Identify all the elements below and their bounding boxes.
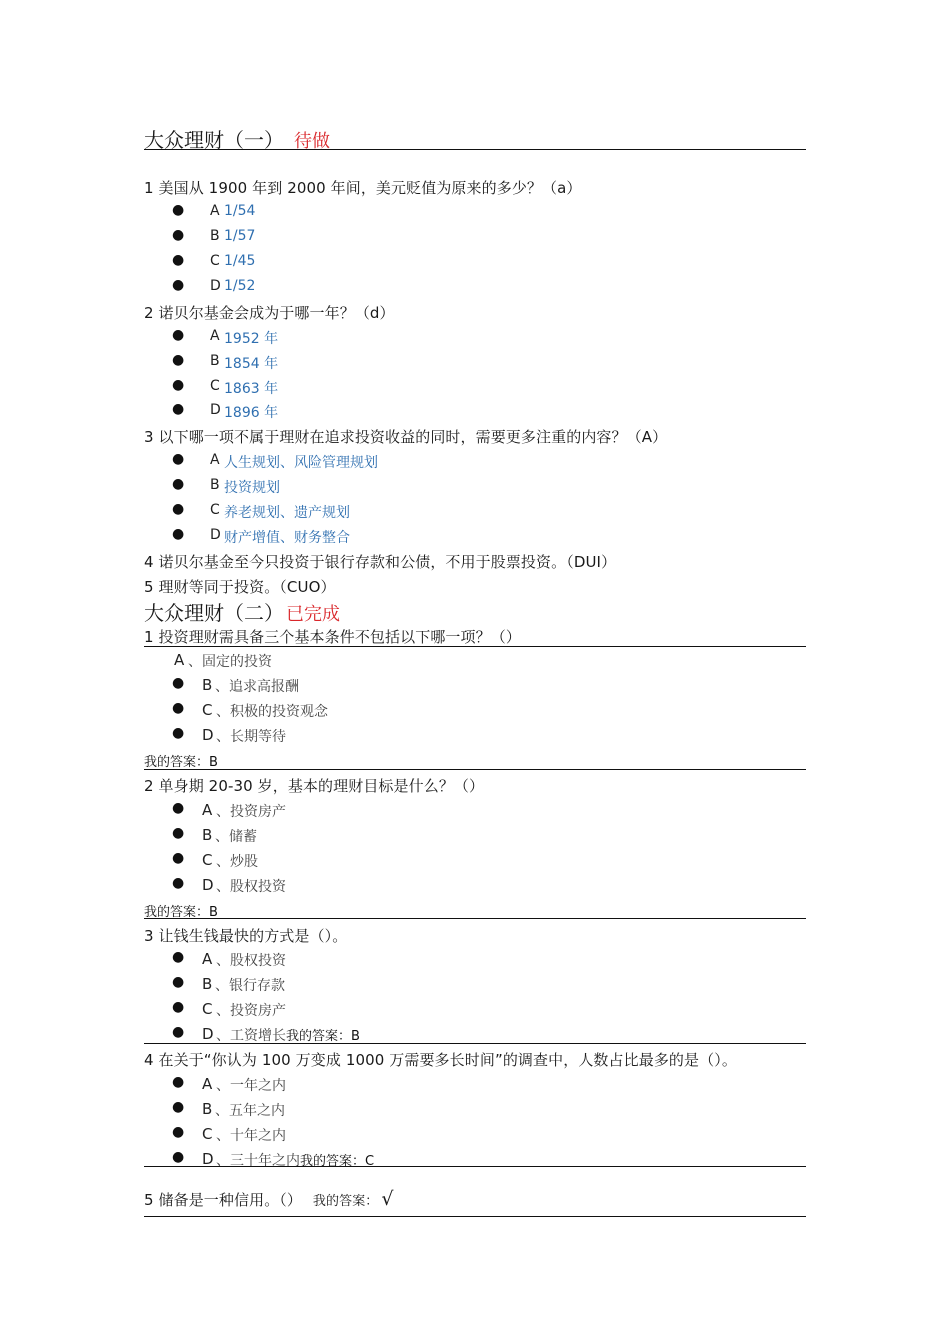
- option-link[interactable]: 1854 年: [224, 356, 279, 372]
- bullet-icon: ●: [172, 227, 185, 243]
- bullet-icon: ●: [172, 875, 185, 891]
- bullet-icon: ●: [172, 352, 185, 368]
- option-text: 、一年之内: [216, 1078, 286, 1094]
- option-link[interactable]: 投资规划: [224, 480, 280, 496]
- option-text: 、银行存款: [215, 978, 285, 994]
- question-row: [144, 1188, 394, 1210]
- option-text: 、股权投资: [216, 879, 286, 895]
- bullet-icon: ●: [172, 202, 185, 218]
- bullet-icon: ●: [172, 1099, 185, 1115]
- bullet-icon: ●: [172, 800, 185, 816]
- bullet-icon: ●: [172, 1124, 185, 1140]
- status-label-done: 已完成: [286, 604, 340, 625]
- my-answer: 我的答案：B: [286, 1029, 360, 1044]
- divider: [144, 646, 806, 647]
- bullet-icon: ●: [172, 277, 185, 293]
- option-link[interactable]: 财产增值、财务整合: [224, 530, 350, 546]
- bullet-icon: ●: [172, 700, 185, 716]
- bullet-icon: ●: [172, 476, 185, 492]
- question-text: 4 在关于“你认为 100 万变成 1000 万需要多长时间”的调查中，人数占比最多的是（）。: [144, 1051, 737, 1069]
- my-answer: 我的答案：: [312, 1194, 379, 1209]
- option-text: 、十年之内: [216, 1128, 286, 1144]
- bullet-icon: ●: [172, 1074, 185, 1090]
- question-text: 5 储备是一种信用。（）: [144, 1191, 303, 1209]
- option-link[interactable]: 养老规划、遗产规划: [224, 505, 350, 521]
- my-answer: 我的答案：B: [144, 905, 218, 920]
- option-link[interactable]: 1/45: [224, 253, 256, 269]
- option-link[interactable]: 1896 年: [224, 405, 279, 421]
- option-text: 、五年之内: [215, 1103, 285, 1119]
- option-link[interactable]: 1952 年: [224, 331, 279, 347]
- question-text: 1 投资理财需具备三个基本条件不包括以下哪一项？（）: [144, 628, 521, 646]
- question-text: 2 单身期 20-30 岁，基本的理财目标是什么？（）: [144, 777, 485, 795]
- question-text: 3 让钱生钱最快的方式是（）。: [144, 927, 348, 945]
- bullet-icon: ●: [172, 974, 185, 990]
- option-link[interactable]: 1863 年: [224, 381, 279, 397]
- my-answer: 我的答案：B: [144, 755, 218, 770]
- option-text: 、三十年之内我的答案：C: [216, 1153, 375, 1169]
- option-text: 、固定的投资: [188, 654, 272, 670]
- divider: [144, 769, 806, 770]
- divider: [144, 918, 806, 919]
- bullet-icon: ●: [172, 675, 185, 691]
- option-text: 、追求高报酬: [215, 679, 299, 695]
- section-heading-part2: [144, 597, 340, 626]
- check-mark-icon: √: [381, 1188, 394, 1210]
- option-text: 、工资增长我的答案：B: [216, 1028, 360, 1044]
- option-text: 、积极的投资观念: [216, 704, 328, 720]
- question-text: 3 以下哪一项不属于理财在追求投资收益的同时，需要更多注重的内容？（A）: [144, 428, 668, 446]
- bullet-icon: ●: [172, 327, 185, 343]
- bullet-icon: ●: [172, 451, 185, 467]
- bullet-icon: ●: [172, 999, 185, 1015]
- bullet-icon: ●: [172, 850, 185, 866]
- question-text: 1 美国从 1900 年到 2000 年间，美元贬值为原来的多少？（a）: [144, 179, 582, 197]
- bullet-icon: ●: [172, 526, 185, 542]
- bullet-icon: ●: [172, 825, 185, 841]
- option-link[interactable]: 1/52: [224, 278, 256, 294]
- question-text: 2 诺贝尔基金会成为于哪一年？（d）: [144, 304, 395, 322]
- option-text: 、投资房产: [216, 804, 286, 820]
- bullet-icon: ●: [172, 725, 185, 741]
- option-text: 、股权投资: [216, 953, 286, 969]
- option-link[interactable]: 1/57: [224, 228, 256, 244]
- bullet-icon: ●: [172, 949, 185, 965]
- bullet-icon: ●: [172, 252, 185, 268]
- bullet-icon: ●: [172, 501, 185, 517]
- option-text: 、投资房产: [216, 1003, 286, 1019]
- section-title: 大众理财（一）: [144, 128, 284, 152]
- option-link[interactable]: 人生规划、风险管理规划: [224, 455, 378, 471]
- divider: [144, 1166, 806, 1167]
- bullet-icon: ●: [172, 1149, 185, 1165]
- option-link[interactable]: 1/54: [224, 203, 256, 219]
- section-title: 大众理财（二）: [144, 601, 284, 625]
- my-answer: 我的答案：C: [300, 1154, 375, 1169]
- bullet-icon: ●: [172, 1024, 185, 1040]
- divider: [144, 1043, 806, 1044]
- option-text: 、炒股: [216, 854, 258, 870]
- bullet-icon: ●: [172, 377, 185, 393]
- question-text: 4 诺贝尔基金至今只投资于银行存款和公债，不用于股票投资。（DUI）: [144, 553, 617, 571]
- option-text: 、储蓄: [215, 829, 257, 845]
- status-label-todo: 待做: [294, 131, 330, 152]
- question-text: 5 理财等同于投资。（CUO）: [144, 578, 336, 596]
- bullet-icon: ●: [172, 401, 185, 417]
- option-text: 、长期等待: [216, 729, 286, 745]
- divider: [144, 149, 806, 150]
- divider: [144, 1216, 806, 1217]
